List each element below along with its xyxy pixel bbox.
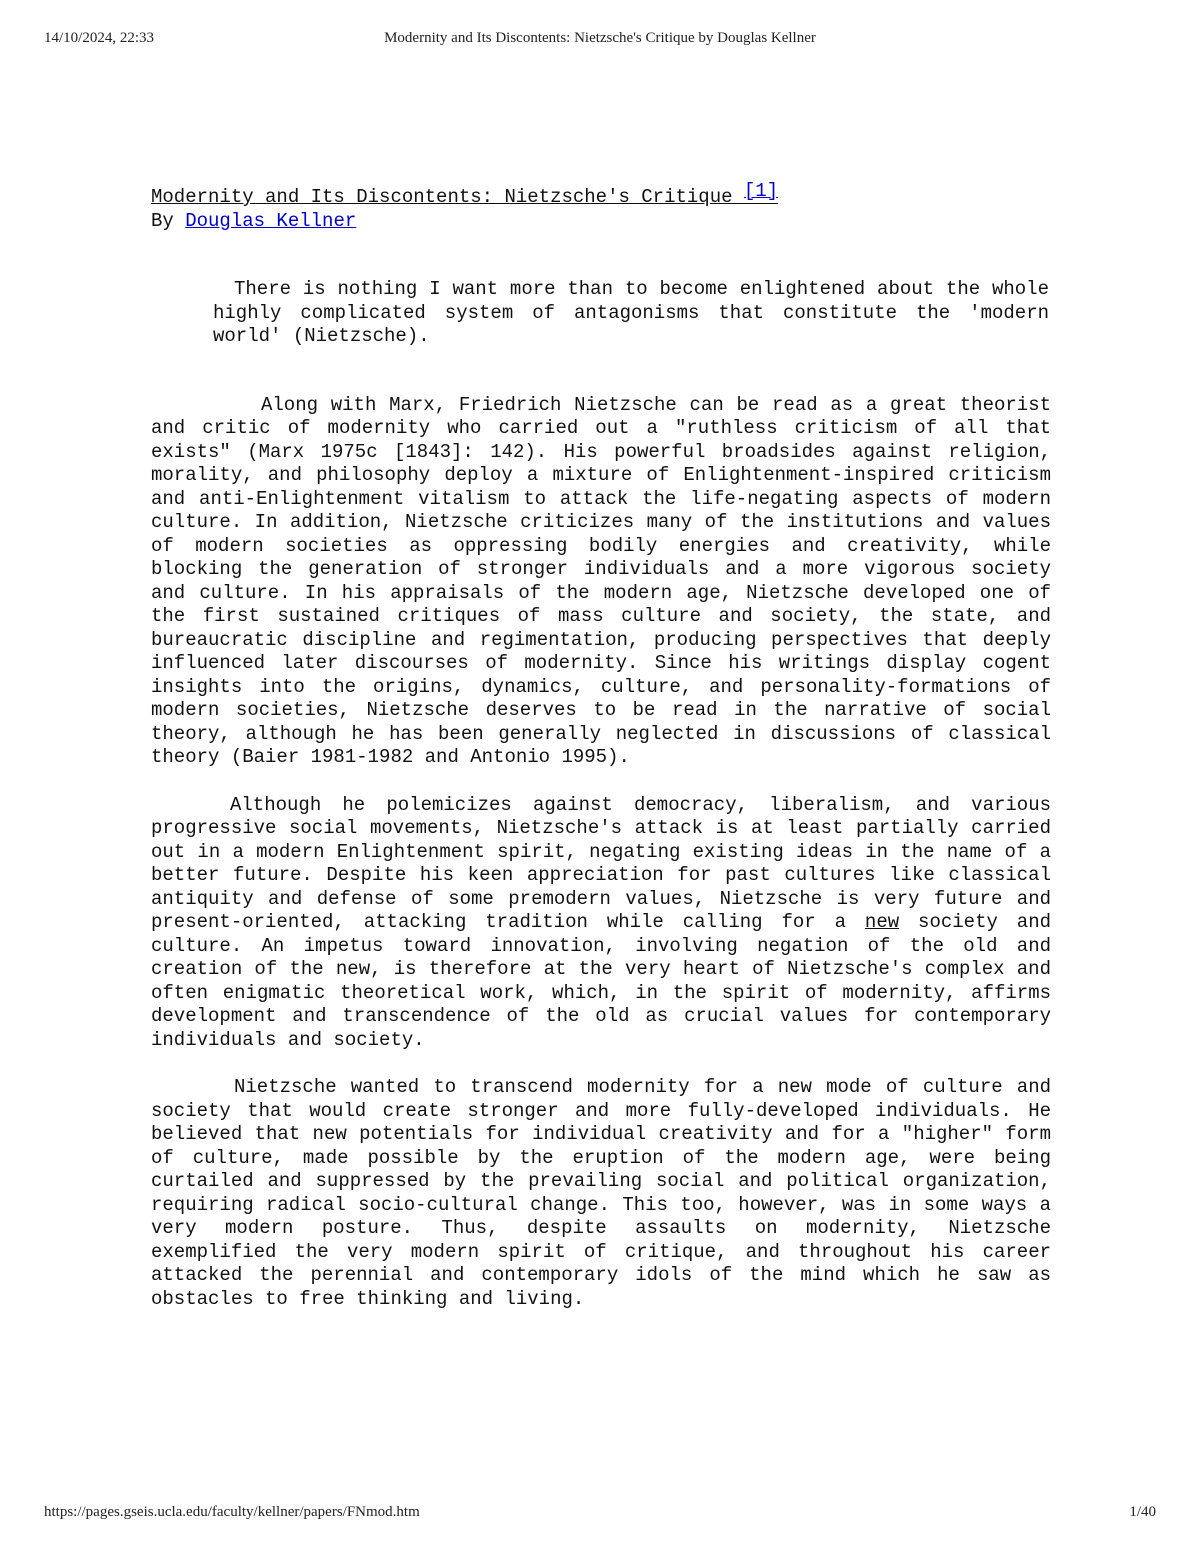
print-url: https://pages.gseis.ucla.edu/faculty/kellner/papers/FNmod.htm xyxy=(44,1504,420,1520)
print-page-number: 1/40 xyxy=(1129,1504,1156,1520)
article-title xyxy=(151,180,1051,210)
emphasis-new: new xyxy=(864,911,900,933)
byline xyxy=(151,210,1051,234)
article-body xyxy=(151,180,1051,1311)
print-datetime: 14/10/2024, 22:33 xyxy=(44,30,155,46)
byline-prefix: By xyxy=(151,209,186,232)
epigraph: There is nothing I want more than to become enlightened about the whole highly complicated system of antagonisms that constitute the 'modern world' (Nietzsche). xyxy=(213,278,1049,347)
paragraph-2-text-b: society and culture. An impetus toward innovation, involving negation of the old and creation of the new, is therefore at the very heart of Nietzsche's complex and often enigmatic theoretical work, which, in the spirit of modernity, affirms development and transcendence of the old as crucial values for contemporary individuals and society. xyxy=(151,911,1051,1051)
article-title-text: Modernity and Its Discontents: Nietzsche's Critique xyxy=(151,186,744,208)
footnote-link[interactable]: [1] xyxy=(743,180,779,202)
paragraph-2-text-a: Although he polemicizes against democracy, liberalism, and various progressive social movements, Nietzsche's attack is at least partially carried out in a modern Enlightenment spirit, negating existing ideas in the name of a better future. Despite his keen appreciation for past cultures like classical antiquity and defense of some premodern values, Nietzsche is very future and present-oriented, attacking tradition while calling for a xyxy=(151,793,1051,933)
print-footer xyxy=(44,1504,1156,1524)
print-header xyxy=(44,30,1156,50)
paragraph-3: Nietzsche wanted to transcend modernity for a new mode of culture and society that would create stronger and more fully-developed individuals. He believed that new potentials for individual creativity and for a "higher" form of culture, made possible by the eruption of the modern age, were being curtailed and suppressed by the prevailing social and political organization, requiring radical socio-cultural change. This too, however, was in some ways a very modern posture. Thus, despite assaults on modernity, Nietzsche exemplified the very modern spirit of critique, and throughout his career attacked the perennial and contemporary idols of the mind which he saw as obstacles to free thinking and living. xyxy=(151,1076,1051,1310)
print-doc-title: Modernity and Its Discontents: Nietzsche's Critique by Douglas Kellner xyxy=(384,30,816,46)
paragraph-1: Along with Marx, Friedrich Nietzsche can be read as a great theorist and critic of modernity who carried out a "ruthless criticism of all that exists" (Marx 1975c [1843]: 142). His powerful broadsides against religion, morality, and philosophy deploy a mixture of Enlightenment-inspired criticism and anti-Enlightenment vitalism to attack the life-negating aspects of modern culture. In addition, Nietzsche criticizes many of the institutions and values of modern societies as oppressing bodily energies and creativity, while blocking the generation of stronger individuals and a more vigorous society and culture. In his appraisals of the modern age, Nietzsche developed one of the first sustained critiques of mass culture and society, the state, and bureaucratic discipline and regimentation, producing perspectives that deeply influenced later discourses of modernity. Since his writings display cogent insights into the origins, dynamics, culture, and personality-formations of modern societies, Nietzsche deserves to be read in the narrative of social theory, although he has been generally neglected in discussions of classical theory (Baier 1981-1982 and Antonio 1995). xyxy=(151,393,1051,768)
author-link[interactable]: Douglas Kellner xyxy=(185,209,357,232)
paragraph-2 xyxy=(151,794,1051,1053)
